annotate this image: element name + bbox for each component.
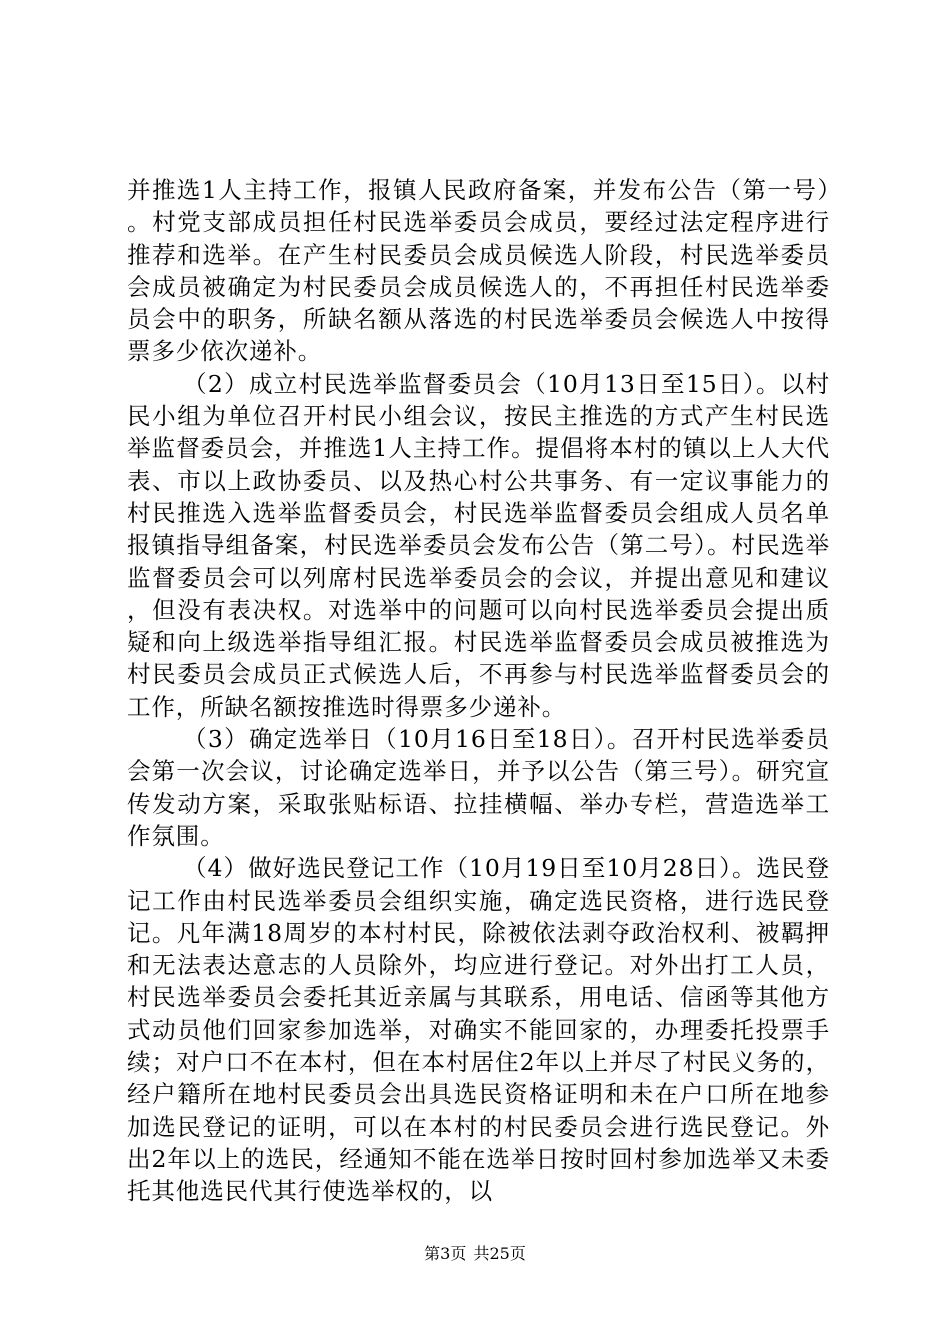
paragraph-continued: 并推选1人主持工作，报镇人民政府备案，并发布公告（第一号）。村党支部成员担任村民选举委员会成员，要经过法定程序进行推荐和选举。在产生村民委员会成员候选人阶段，村民选举委员会成员被确定为村民委员会成员候选人的，不再担任村民选举委员会中的职务，所缺名额从落选的村民选举委员会候选人中按得票多少依次递补。 xyxy=(127,176,830,366)
paragraph-item-2: （2）成立村民选举监督委员会（10月13日至15日）。以村民小组为单位召开村民小组会议，按民主推选的方式产生村民选举监督委员会，并推选1人主持工作。提倡将本村的镇以上人大代表、市以上政协委员、以及热心村公共事务、有一定议事能力的村民推选入选举监督委员会，村民选举监督委员会组成人员名单报镇指导组备案，村民选举委员会发布公告（第二号）。村民选举监督委员会可以列席村民选举委员会的会议，并提出意见和建议，但没有表决权。对选举中的问题可以向村民选举委员会提出质疑和向上级选举指导组汇报。村民选举监督委员会成员被推选为村民委员会成员正式候选人后，不再参与村民选举监督委员会的工作，所缺名额按推选时得票多少递补。 xyxy=(127,369,830,721)
page-total: 共25页 xyxy=(473,1244,526,1263)
page-footer xyxy=(0,1244,950,1264)
paragraph-item-4: （4）做好选民登记工作（10月19日至10月28日）。选民登记工作由村民选举委员会组织实施，确定选民资格，进行选民登记。凡年满18周岁的本村村民，除被依法剥夺政治权利、被羁押和无法表达意志的人员除外，均应进行登记。对外出打工人员，村民选举委员会委托其近亲属与其联系，用电话、信函等其他方式动员他们回家参加选举，对确实不能回家的，办理委托投票手续；对户口不在本村，但在本村居住2年以上并尽了村民义务的，经户籍所在地村民委员会出具选民资格证明和未在户口所在地参加选民登记的证明，可以在本村的村民委员会进行选民登记。外出2年以上的选民，经通知不能在选举日按时回村参加选举又未委托其他选民代其行使选举权的，以 xyxy=(127,854,830,1206)
page-number: 第3页 xyxy=(424,1244,467,1263)
paragraph-item-3: （3）确定选举日（10月16日至18日）。召开村民选举委员会第一次会议，讨论确定选举日，并予以公告（第三号）。研究宣传发动方案，采取张贴标语、拉挂横幅、举办专栏，营造选举工作氛围。 xyxy=(127,725,830,850)
document-body xyxy=(127,174,830,1208)
